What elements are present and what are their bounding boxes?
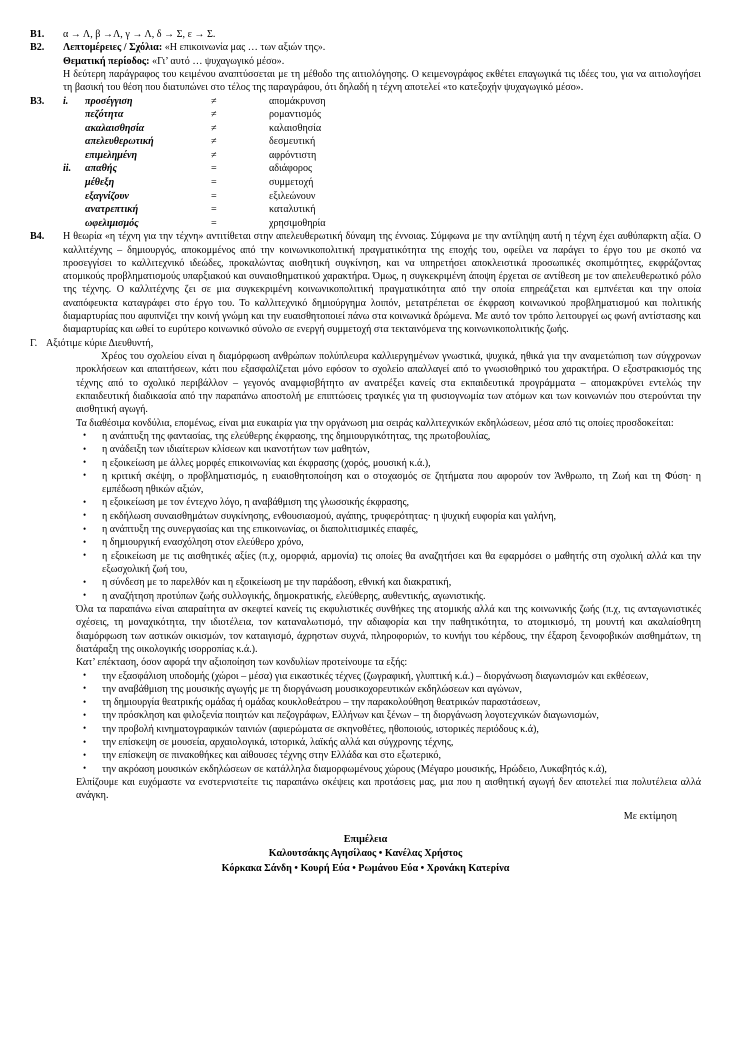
- table-row: [63, 162, 429, 176]
- answer-b2-marker: B2.: [30, 42, 45, 54]
- list-item: • η εκδήλωση συναισθημάτων συγκίνησης, ενθουσιασμού, αγάπης, τρυφερότητας· η ψυχική ευφορία και γαλήνη,: [76, 510, 701, 523]
- pair-operator: ≠: [211, 122, 217, 134]
- list-item: • την προβολή κινηματογραφικών ταινιών (αφιερώματα σε σκηνοθέτες, ηθοποιούς, ιστορικές περιόδους κ.ά),: [76, 723, 701, 736]
- answer-b4-paragraph: Η θεωρία «η τέχνη για την τέχνη» αντιτίθεται στην απελευθερωτική δύναμη της έννοιας. Σύμφωνα με την αντίληψη αυτή η τέχνη έχει αυθύπαρκτη αξία. Ο καλλιτέχνης – δημιουργός, αποκομμένος από την κοινωνικοπολιτική πραγματικότητα της εποχής του, οφείλει να παράγει το έργο του με σκοπό να προσεγγίσει το καλλιτεχνικό ιδεώδες, προκαλώντας αισθητική συγκίνηση, και να υπηρετήσει αποκλειστικά προσωπικές σκοπιμότητες, εκφράζοντας ατομικούς προβληματισμούς υπαρξιακού και συναισθηματικού χαρακτήρα. Όμως, η συγκεκριμένη άποψη έρχεται σε αντίθεση με τον απελευθερωτικό ρόλο της τέχνης. Ο καλλιτέχνης ζει σε μια συγκεκριμένη κοινωνικοπολιτική πραγματικότητα από την οποία επηρεάζεται και εμπνέεται και την οποία αναπόφευκτα καταγράφει στο έργο του. Το καλλιτεχνικό δημιούργημα λοιπόν, μετατρέπεται σε έκφραση κοινωνικού προβληματισμού και πολιτικής διαμαρτυρίας που αφυπνίζει την κοινή γνώμη και την ευαισθητοποιεί πάνω στα κοινωνικά δρώμενα. Με αυτό τον τρόπο λειτουργεί ως φωνή αντίστασης και διαμαρτυρίας και ωθεί το ευρύτερο κοινωνικό σύνολο σε ενεργή συμμετοχή στα τεκταινόμενα της κοινωνικοπολιτικής ζωής.: [63, 231, 701, 336]
- pair-operator: ≠: [211, 136, 217, 148]
- group-i-number: i.: [63, 95, 69, 107]
- list-item: • η εξοικείωση με άλλες μορφές επικοινωνίας και έκφρασης (χορός, μουσική κ.ά.),: [76, 457, 701, 470]
- list-item: • την εξασφάλιση υποδομής (χώροι – μέσα) για εικαστικές τέχνες (ζωγραφική, γλυπτική κ.ά.) – διοργάνωση διαγωνισμών και εκθέσεων,: [76, 670, 701, 683]
- pair-left: ωφελιμισμός: [85, 217, 139, 229]
- letter-paragraph-2: Τα διαθέσιμα κονδύλια, επομένως, είναι μια ευκαιρία για την οργάνωση μια σειράς καλλιτεχνικών εκδηλώσεων, μέσα από τις οποίες προσδοκείται:: [76, 417, 674, 429]
- pair-operator: =: [211, 176, 217, 188]
- pair-left: μέθεξη: [85, 176, 115, 188]
- pair-operator: ≠: [211, 95, 217, 107]
- list-item: • η ανάπτυξη της συνεργασίας και της επικοινωνίας, οι διαπολιτισμικές επαφές,: [76, 523, 701, 536]
- answer-b2-details-label: Λεπτομέρειες / Σχόλια:: [63, 42, 163, 54]
- pair-right: απομάκρυνση: [269, 95, 326, 107]
- answer-b3-marker: B3.: [30, 95, 45, 107]
- letter-paragraph-1: Χρέος του σχολείου είναι η διαμόρφωση ανθρώπων πολύπλευρα καλλιεργημένων γνωστικά, ψυχικά, ηθικά για την αναμετώπιση των σύγχρονων προκλήσεων και απαιτήσεων, κάτι που εξασφαλίζεται μόνο εφόσον το σχολείο απαλλαγεί από το γνωσιοθηρικό του χαρακτήρα. Ο εξοστρακισμός της τέχνης από το σχολικό περιβάλλον – γεγονός αναμφισβήτητο αν ανατρέξει κανείς στα εκπαιδευτικά προγράμματα – απομακρύνει εντελώς την εκπαιδευτική διαδικασία από την παραπάνω αποστολή με επιπτώσεις τραγικές για τη φυσιογνωμία των ατόμων και των κοινωνιών που στερούνται την αισθητική αγωγή.: [76, 351, 701, 416]
- answer-b4: [30, 230, 701, 337]
- table-row: [63, 203, 429, 217]
- table-row: [63, 122, 429, 136]
- answer-b1: [30, 28, 701, 41]
- pair-right: καταλυτική: [269, 204, 316, 216]
- list-item: • η αναζήτηση προτύπων ζωής συλλογικής, δημοκρατικής, ελεύθερης, αυθεντικής, αγωνιστικής.: [76, 590, 701, 603]
- answer-b3: [30, 95, 701, 231]
- pair-left: επιμελημένη: [85, 149, 138, 161]
- list-item: • την πρόσκληση και φιλοξενία ποιητών και πεζογράφων, Ελλήνων και ξένων – τη διοργάνωση λογοτεχνικών διαγωνισμών,: [76, 709, 701, 722]
- pair-right: καλαισθησία: [269, 122, 322, 134]
- answer-b1-text: α → Λ, β →Λ, γ → Λ, δ → Σ, ε → Σ.: [63, 29, 216, 40]
- list-item: • η κριτική σκέψη, ο προβληματισμός, η ευαισθητοποίηση και ο στοχασμός σε ζητήματα που αφορούν τον Άνθρωπο, τη Ζωή και τη Φύση· η εμπέδωση ηθικών αξιών,: [76, 470, 701, 497]
- proposals-list: [76, 670, 701, 777]
- document-body: [30, 28, 701, 876]
- list-item: • η ανάδειξη των ιδιαίτερων κλίσεων και ικανοτήτων των μαθητών,: [76, 443, 701, 456]
- answer-b2-topic-label: Θεματική περίοδος:: [63, 55, 150, 67]
- letter-paragraph-4: Κατ’ επέκταση, όσον αφορά την αξιοποίηση των κονδυλίων προτείνουμε τα εξής:: [76, 657, 408, 669]
- list-item: • η δημιουργική ενασχόληση στον ελεύθερο χρόνο,: [76, 536, 701, 549]
- list-item: • τη δημιουργία θεατρικής ομάδας ή ομάδας κουκλοθεάτρου – την παρακολούθηση θεατρικών παραστάσεων,: [76, 696, 701, 709]
- letter-salutation: Αξιότιμε κύριε Διευθυντή,: [46, 337, 154, 349]
- pair-left: απαθής: [85, 163, 117, 175]
- answer-b2-topic-line: [63, 55, 701, 68]
- list-item: • η σύνδεση με το παρελθόν και η εξοικείωση με την παράδοση, εθνική και διακρατική,: [76, 576, 701, 589]
- answer-b2-paragraph: Η δεύτερη παράγραφος του κειμένου αναπτύσσεται με τη μέθοδο της αιτιολόγησης. Ο κειμενογράφος εκθέτει επαγωγικά τις ιδέες του, για να αιτιολογήσει τη βασική του θέση που διατυπώνει στο τέλος της παραγράφου, ότι δηλαδή η τέχνη αποτελεί «το κατεξοχήν ψυχαγωγικό μέσο».: [63, 68, 701, 94]
- pair-operator: =: [211, 217, 217, 229]
- answer-gamma-marker: Γ.: [30, 337, 38, 349]
- pair-left: εξαγνίζουν: [85, 190, 129, 202]
- pair-operator: ≠: [211, 109, 217, 121]
- letter-body: [76, 350, 701, 823]
- letter-signoff: Με εκτίμηση: [623, 810, 677, 822]
- pair-operator: =: [211, 163, 217, 175]
- pair-left: ακαλαισθησία: [85, 122, 145, 134]
- list-item: • την ακρόαση μουσικών εκδηλώσεων σε κατάλληλα διαμορφωμένους χώρους (Μέγαρο μουσικής, Ηρώδειο, Λυκαβητός κ.ά),: [76, 763, 701, 776]
- benefits-list: [76, 430, 701, 603]
- list-item: • η εξοικείωση με τις αισθητικές αξίες (π.χ, ομορφιά, αρμονία) τις οποίες θα αναζητήσει και θα εφαρμόσει ο μαθητής στη σχολική αλλά και την εξωσχολική ζωή του,: [76, 550, 701, 577]
- list-item: • η εξοικείωση με τον έντεχνο λόγο, η αναβάθμιση της γλωσσικής έκφρασης,: [76, 496, 701, 509]
- pair-right: συμμετοχή: [269, 176, 314, 188]
- letter-paragraph-3: Όλα τα παραπάνω είναι απαραίτητα αν σκεφτεί κανείς τις εκφυλιστικές συνθήκες της ατομικής αλλά και της κοινωνικής ζωής (π.χ, τις ανταγωνιστικές σχέσεις, τη μοναχικότητα, την ιδιοτέλεια, τον καταναλωτισμό, την αδιαφορία και την παθητικότητα, το ατομικισμό, τη μουντή και ακαλαίσθητη διαμόρφωση των αστικών οικισμών, τον καταιγισμό, άχρηστων συχνά, πληροφοριών, το κυνήγι του κέρδους, την έξαρση ξενοφοβικών αισθημάτων, τη διατάραξη της οικολογικής ισορροπίας κ.ά.).: [76, 603, 701, 655]
- pair-left: πεζότητα: [85, 109, 124, 121]
- pair-right: αφρόντιστη: [269, 149, 317, 161]
- table-row: [63, 108, 429, 122]
- pair-right: αδιάφορος: [269, 163, 313, 175]
- pair-left: ανατρεπτική: [85, 204, 139, 216]
- list-item: • την επίσκεψη σε πινακοθήκες και αίθουσες τέχνης στην Ελλάδα και στο εξωτερικό,: [76, 749, 701, 762]
- answer-b2: [30, 41, 701, 94]
- list-item: • την επίσκεψη σε μουσεία, αρχαιολογικά, ιστορικά, λαϊκής αλλά και σύγχρονης τέχνης,: [76, 736, 701, 749]
- credits-line-1: Καλουτσάκης Αγησίλαος • Κανέλας Χρήστος: [268, 848, 463, 860]
- credits-line-2: Κόρκακα Σάνδη • Κουρή Εύα • Ρωμάνου Εύα • Χρονάκη Κατερίνα: [221, 862, 510, 874]
- table-row: [63, 190, 429, 204]
- list-item: • η ανάπτυξη της φαντασίας, της ελεύθερης έκφρασης, της δημιουργικότητας, της πρωτοβουλίας,: [76, 430, 701, 443]
- pair-operator: =: [211, 204, 217, 216]
- table-row: [63, 95, 429, 109]
- list-item: • την αναβάθμιση της μουσικής αγωγής με τη διοργάνωση μουσικοχορευτικών εκδηλώσεων και αγώνων,: [76, 683, 701, 696]
- pair-right: εξιλεώνουν: [269, 190, 316, 202]
- pair-left: απελευθερωτική: [85, 136, 154, 148]
- pair-left: προσέγγιση: [85, 95, 133, 107]
- answer-gamma-heading: [30, 337, 701, 350]
- group-ii-number: ii.: [63, 163, 72, 175]
- answer-b1-marker: B1.: [30, 29, 45, 40]
- answer-b2-details-line: [63, 41, 701, 54]
- pair-operator: =: [211, 190, 217, 202]
- table-row: [63, 176, 429, 190]
- table-row: [63, 149, 429, 163]
- answer-b4-marker: B4.: [30, 231, 45, 243]
- table-row: [63, 135, 429, 149]
- pair-right: ρομαντισμός: [269, 109, 322, 121]
- answer-b2-details-text: «Η επικοινωνία μας … των αξιών της».: [162, 42, 326, 54]
- pair-operator: ≠: [211, 149, 217, 161]
- credits-block: [30, 833, 701, 876]
- pair-right: δεσμευτική: [269, 136, 316, 148]
- credits-title: Επιμέλεια: [343, 833, 388, 845]
- pair-right: χρησιμοθηρία: [269, 217, 326, 229]
- letter-closing-paragraph: Ελπίζουμε και ευχόμαστε να ενστερνιστείτε τις παραπάνω σκέψεις και προτάσεις μας, μια που η αισθητική αγωγή δεν αποτελεί πια πολυτέλεια αλλά ανάγκη.: [76, 777, 701, 802]
- table-row: [63, 217, 429, 231]
- answer-b2-topic-text: «Γι’ αυτό … ψυχαγωγικό μέσο».: [149, 55, 285, 67]
- word-pairs-table: [63, 95, 429, 231]
